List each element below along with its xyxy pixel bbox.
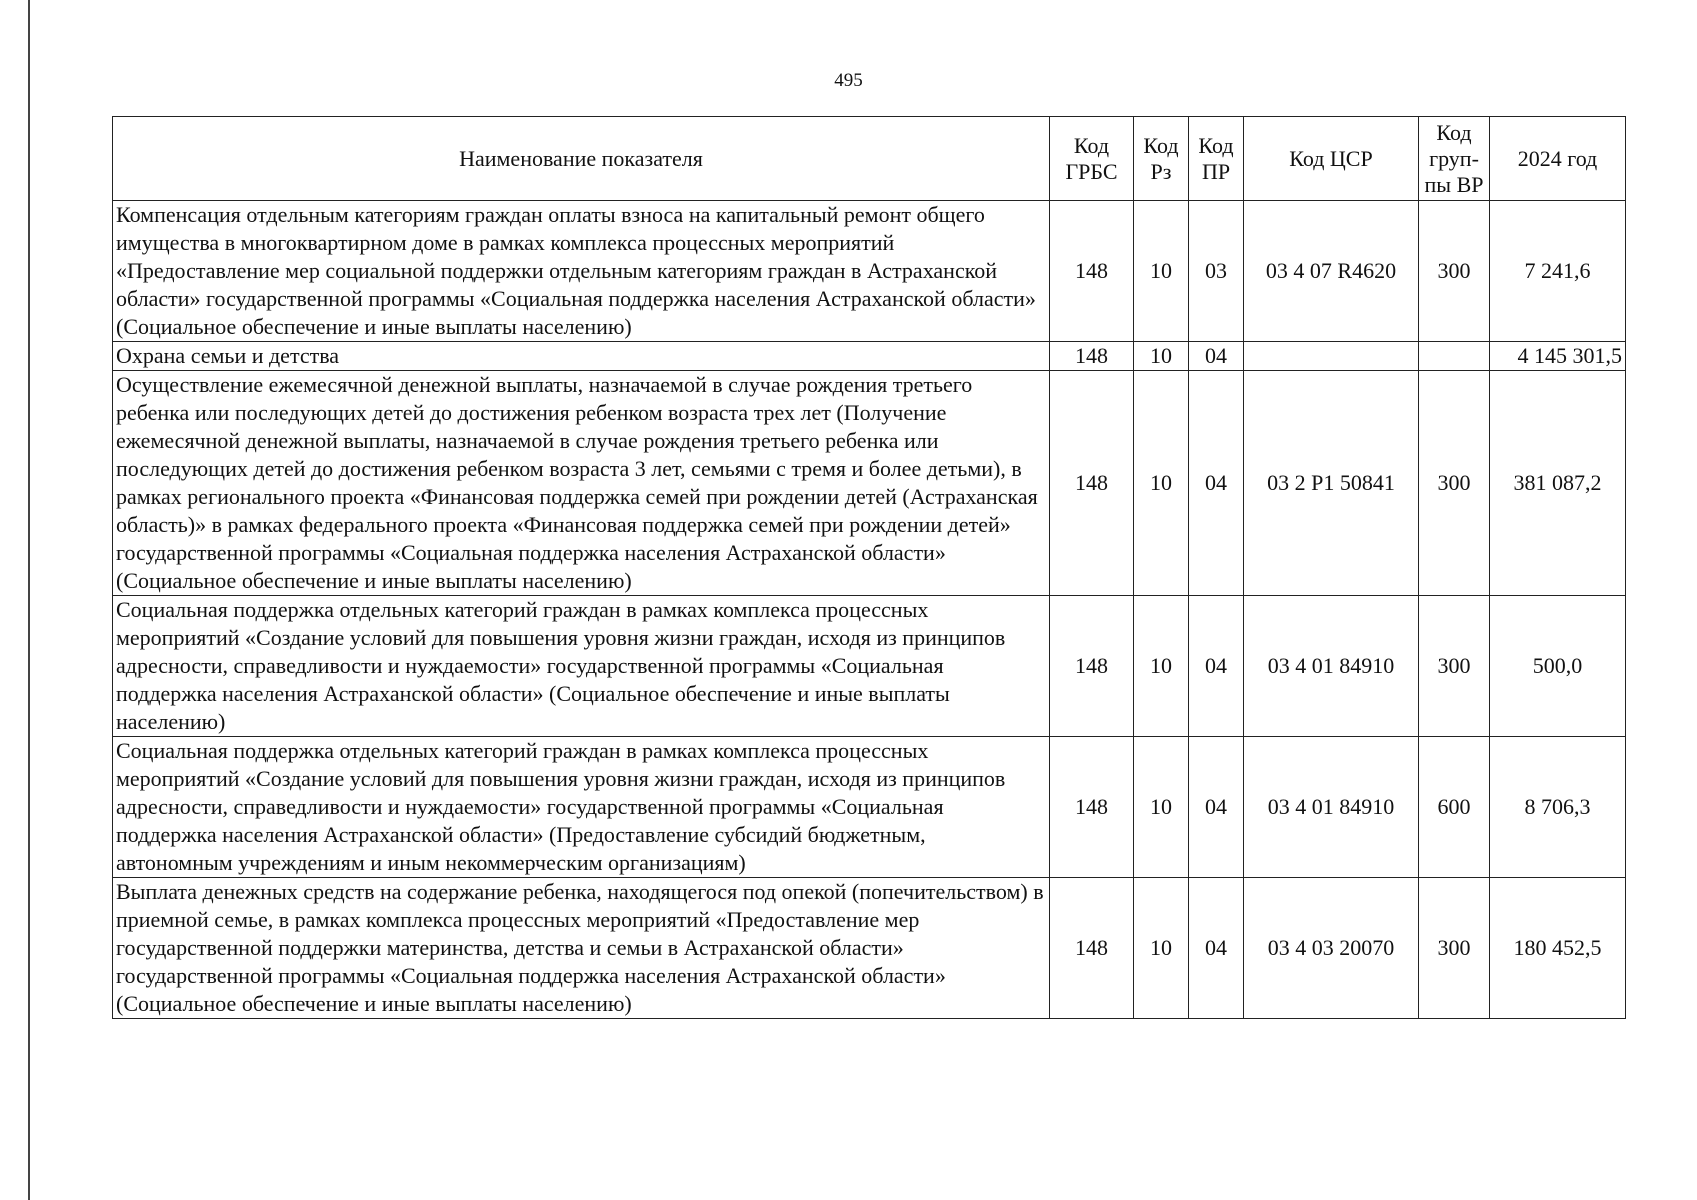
table-row [113,342,1626,371]
row-amount: 180 452,5 [1490,878,1626,1019]
row-amount: 4 145 301,5 [1490,342,1626,371]
header-name: Наименование показателя [113,117,1050,201]
row-amount: 500,0 [1490,596,1626,737]
table-row [113,371,1626,596]
row-csr: 03 4 01 84910 [1244,737,1419,878]
header-year: 2024 год [1490,117,1626,201]
row-rz: 10 [1134,342,1189,371]
row-pr: 04 [1189,878,1244,1019]
row-vr: 300 [1419,201,1490,342]
row-csr: 03 4 03 20070 [1244,878,1419,1019]
row-name: Социальная поддержка отдельных категорий граждан в рамках комплекса процессных мероприятий «Создание условий для повышения уровня жизни граждан, исходя из принципов адресности, справедливости и нуждаемости» государственной программы «Социальная поддержка населения Астраханской области» (Социальное обеспечение и иные выплаты населению) [113,596,1050,737]
row-csr: 03 4 01 84910 [1244,596,1419,737]
row-pr: 04 [1189,596,1244,737]
row-rz: 10 [1134,596,1189,737]
header-vr: Код груп-пы ВР [1419,117,1490,201]
row-rz: 10 [1134,737,1189,878]
row-name: Выплата денежных средств на содержание ребенка, находящегося под опекой (попечительством) в приемной семье, в рамках комплекса процессных мероприятий «Предоставление мер государственной поддержки материнства, детства и семьи в Астраханской области» государственной программы «Социальная поддержка населения Астраханской области» (Социальное обеспечение и иные выплаты населению) [113,878,1050,1019]
row-name: Осуществление ежемесячной денежной выплаты, назначаемой в случае рождения третьего ребенка или последующих детей до достижения ребенком возраста трех лет (Получение ежемесячной денежной выплаты, назначаемой в случае рождения третьего ребенка или последующих детей до достижения ребенком возраста 3 лет, семьями с тремя и более детьми), в рамках регионального проекта «Финансовая поддержка семей при рождении детей (Астраханская область)» в рамках федерального проекта «Финансовая поддержка семей при рождении детей» государственной программы «Социальная поддержка населения Астраханской области» (Социальное обеспечение и иные выплаты населению) [113,371,1050,596]
row-rz: 10 [1134,878,1189,1019]
row-grbs: 148 [1050,371,1134,596]
page-number: 495 [834,70,863,91]
row-pr: 04 [1189,371,1244,596]
row-grbs: 148 [1050,878,1134,1019]
row-rz: 10 [1134,201,1189,342]
row-name: Охрана семьи и детства [113,342,1050,371]
row-vr [1419,342,1490,371]
table-row [113,596,1626,737]
row-grbs: 148 [1050,201,1134,342]
row-csr: 03 4 07 R4620 [1244,201,1419,342]
row-amount: 8 706,3 [1490,737,1626,878]
row-rz: 10 [1134,371,1189,596]
row-pr: 03 [1189,201,1244,342]
binding-edge-line [28,0,30,1200]
table-row [113,201,1626,342]
row-pr: 04 [1189,342,1244,371]
header-pr: Код ПР [1189,117,1244,201]
row-vr: 300 [1419,371,1490,596]
row-grbs: 148 [1050,737,1134,878]
row-csr: 03 2 P1 50841 [1244,371,1419,596]
row-amount: 7 241,6 [1490,201,1626,342]
row-grbs: 148 [1050,342,1134,371]
row-csr [1244,342,1419,371]
budget-table [112,116,1626,1019]
row-vr: 300 [1419,596,1490,737]
table-row [113,737,1626,878]
row-pr: 04 [1189,737,1244,878]
header-csr: Код ЦСР [1244,117,1419,201]
row-name: Социальная поддержка отдельных категорий граждан в рамках комплекса процессных мероприятий «Создание условий для повышения уровня жизни граждан, исходя из принципов адресности, справедливости и нуждаемости» государственной программы «Социальная поддержка населения Астраханской области» (Предоставление субсидий бюджетным, автономным учреждениям и иным некоммерческим организациям) [113,737,1050,878]
row-name: Компенсация отдельным категориям граждан оплаты взноса на капитальный ремонт общего имущества в многоквартирном доме в рамках комплекса процессных мероприятий «Предоставление мер социальной поддержки отдельным категориям граждан в Астраханской области» государственной программы «Социальная поддержка населения Астраханской области» (Социальное обеспечение и иные выплаты населению) [113,201,1050,342]
row-amount: 381 087,2 [1490,371,1626,596]
header-grbs: Код ГРБС [1050,117,1134,201]
row-vr: 600 [1419,737,1490,878]
row-vr: 300 [1419,878,1490,1019]
row-grbs: 148 [1050,596,1134,737]
table-row [113,878,1626,1019]
header-rz: Код Рз [1134,117,1189,201]
table-header-row [113,117,1626,201]
